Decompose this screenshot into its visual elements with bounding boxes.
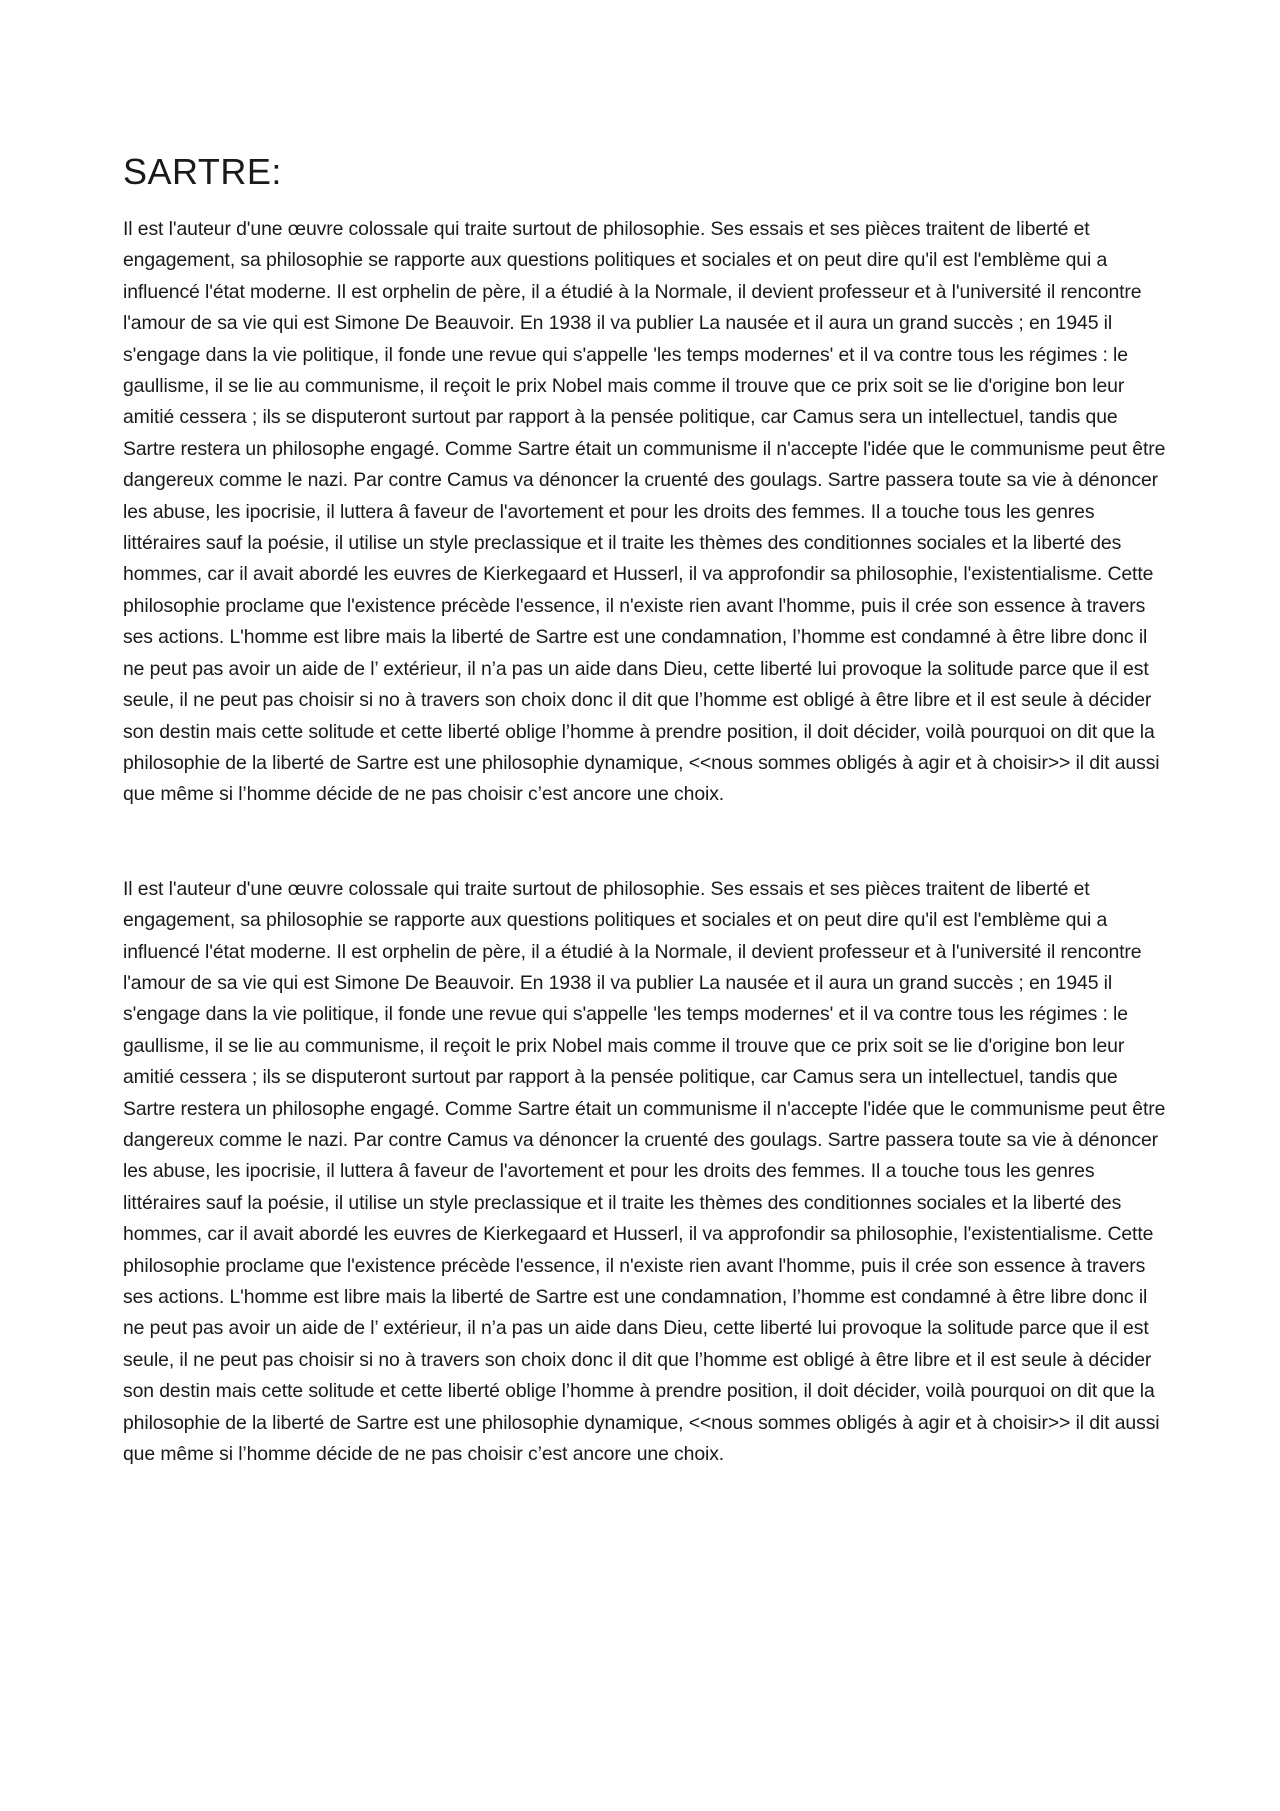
paragraph-2: Il est l'auteur d'une œuvre colossale qui traite surtout de philosophie. Ses essais et ses pièces traitent de liberté et engagement, sa philosophie se rapporte aux questions politiques et sociales et on peut dire qu'il est l'emblème qui a influencé l'état moderne. Il est orphelin de père, il a étudié à la Normale, il devient professeur et à l'université il rencontre l'amour de sa vie qui est Simone De Beauvoir. En 1938 il va publier La nausée et il aura un grand succès ; en 1945 il s'engage dans la vie politique, il fonde une revue qui s'appelle 'les temps modernes' et il va contre tous les régimes : le gaullisme, il se lie au communisme, il reçoit le prix Nobel mais comme il trouve que ce prix soit se lie d'origine bon leur amitié cessera ; ils se disputeront surtout par rapport à la pensée politique, car Camus sera un intellectuel, tandis que Sartre restera un philosophe engagé. Comme Sartre était un communisme il n'accepte l'idée que le communisme peut être dangereux comme le nazi. Par contre Camus va dénoncer la cruenté des goulags. Sartre passera toute sa vie à dénoncer les abuse, les ipocrisie, il luttera â faveur de l'avortement et pour les droits des femmes. Il a touche tous les genres littéraires sauf la poésie, il utilise un style preclassique et il traite les thèmes des conditionnes sociales et la liberté des hommes, car il avait abordé les euvres de Kierkegaard et Husserl, il va approfondir sa philosophie, l'existentialisme. Cette philosophie proclame que l'existence précède l'essence, il n'existe rien avant l'homme, puis il crée son essence à travers ses actions. L'homme est libre mais la liberté de Sartre est une condamnation, l’homme est condamné à être libre donc il ne peut pas avoir un aide de l’ extérieur, il n’a pas un aide dans Dieu, cette liberté lui provoque la solitude parce que il est seule, il ne peut pas choisir si no à travers son choix donc il dit que l’homme est obligé à être libre et il est seule à décider son destin mais cette solitude et cette liberté oblige l’homme à prendre position, il doit décider, voilà pourquoi on dit que la philosophie de la liberté de Sartre est une philosophie dynamique, <<nous sommes obligés à agir et à choisir>> il dit aussi que même si l’homme décide de ne pas choisir c’est ancore une choix.	[123, 877, 1166, 1466]
paragraph-1: Il est l'auteur d'une œuvre colossale qui traite surtout de philosophie. Ses essais et ses pièces traitent de liberté et engagement, sa philosophie se rapporte aux questions politiques et sociales et on peut dire qu'il est l'emblème qui a influencé l'état moderne. Il est orphelin de père, il a étudié à la Normale, il devient professeur et à l'université il rencontre l'amour de sa vie qui est Simone De Beauvoir. En 1938 il va publier La nausée et il aura un grand succès ; en 1945 il s'engage dans la vie politique, il fonde une revue qui s'appelle 'les temps modernes' et il va contre tous les régimes : le gaullisme, il se lie au communisme, il reçoit le prix Nobel mais comme il trouve que ce prix soit se lie d'origine bon leur amitié cessera ; ils se disputeront surtout par rapport à la pensée politique, car Camus sera un intellectuel, tandis que Sartre restera un philosophe engagé. Comme Sartre était un communisme il n'accepte l'idée que le communisme peut être dangereux comme le nazi. Par contre Camus va dénoncer la cruenté des goulags. Sartre passera toute sa vie à dénoncer les abuse, les ipocrisie, il luttera â faveur de l'avortement et pour les droits des femmes. Il a touche tous les genres littéraires sauf la poésie, il utilise un style preclassique et il traite les thèmes des conditionnes sociales et la liberté des hommes, car il avait abordé les euvres de Kierkegaard et Husserl, il va approfondir sa philosophie, l'existentialisme. Cette philosophie proclame que l'existence précède l'essence, il n'existe rien avant l'homme, puis il crée son essence à travers ses actions. L'homme est libre mais la liberté de Sartre est une condamnation, l’homme est condamné à être libre donc il ne peut pas avoir un aide de l’ extérieur, il n’a pas un aide dans Dieu, cette liberté lui provoque la solitude parce que il est seule, il ne peut pas choisir si no à travers son choix donc il dit que l’homme est obligé à être libre et il est seule à décider son destin mais cette solitude et cette liberté oblige l’homme à prendre position, il doit décider, voilà pourquoi on dit que la philosophie de la liberté de Sartre est une philosophie dynamique, <<nous sommes obligés à agir et à choisir>> il dit aussi que même si l’homme décide de ne pas choisir c’est ancore une choix.	[123, 218, 1166, 806]
document-title: SARTRE:	[123, 151, 282, 192]
paragraph-spacer	[123, 811, 1173, 874]
document-page	[123, 150, 1173, 1470]
